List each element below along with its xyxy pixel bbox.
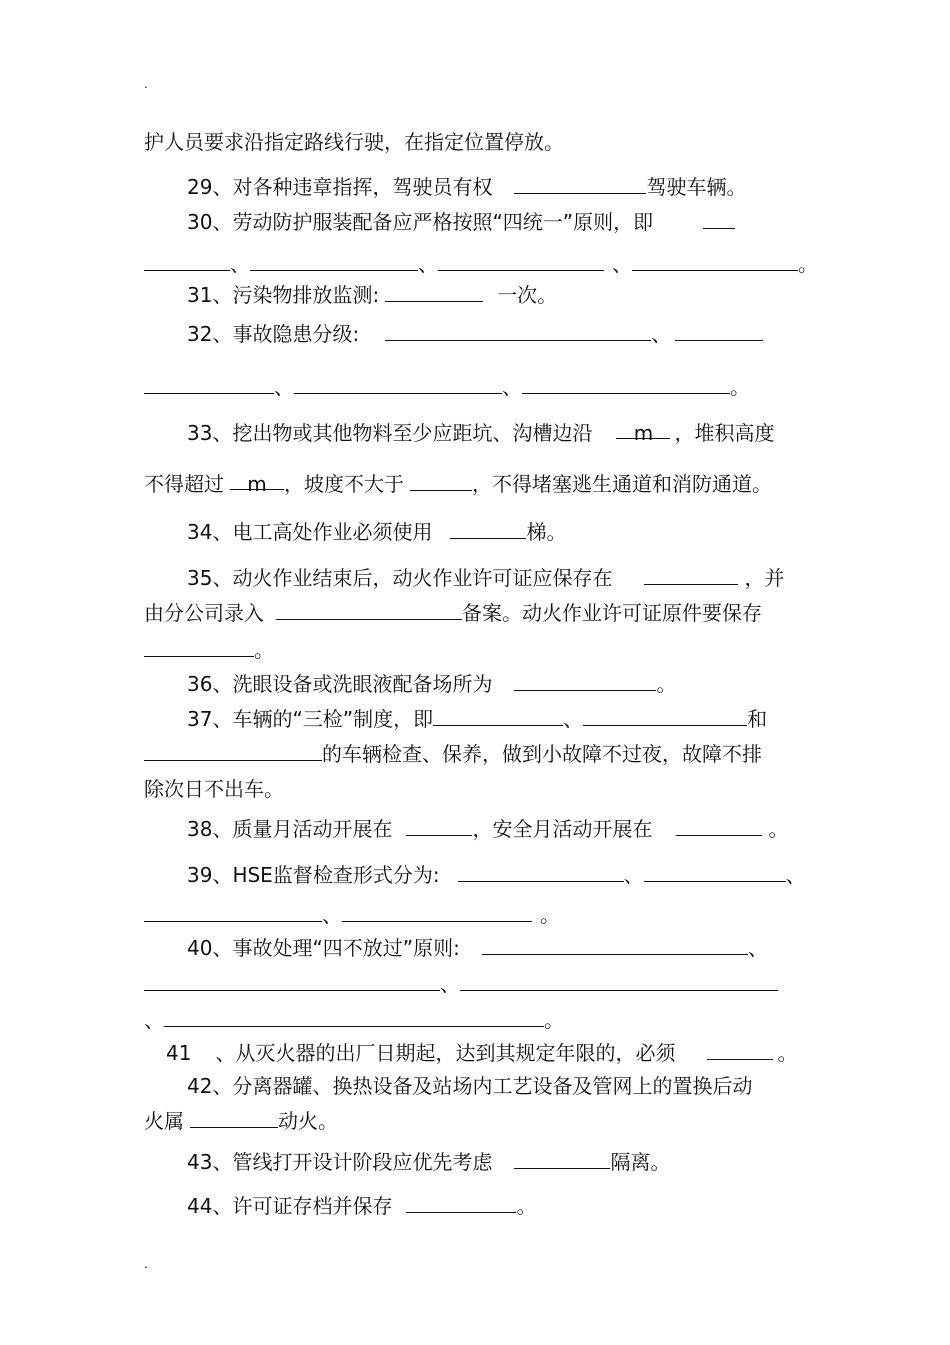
answer-blank[interactable]: m	[230, 470, 284, 490]
answer-blank[interactable]	[458, 862, 624, 882]
answer-blank[interactable]	[450, 519, 526, 539]
answer-blank[interactable]	[433, 706, 563, 726]
question-40: 40、事故处理“四不放过”原则: 、	[187, 936, 768, 960]
answer-blank[interactable]	[676, 816, 762, 836]
question-33: 33、挖出物或其他物料至少应距坑、沟槽边沿 m ，堆积高度	[187, 421, 775, 445]
answer-blank[interactable]	[410, 471, 472, 491]
answer-blank[interactable]	[406, 816, 472, 836]
question-31: 31、污染物排放监测: 一次。	[187, 283, 558, 307]
answer-blank[interactable]	[406, 1193, 516, 1213]
answer-blank[interactable]	[164, 1007, 544, 1027]
answer-blank[interactable]	[460, 971, 778, 991]
answer-blank[interactable]	[522, 374, 730, 394]
answer-blank[interactable]	[144, 374, 274, 394]
answer-blank[interactable]	[385, 321, 651, 341]
answer-blank[interactable]	[438, 251, 604, 271]
question-36: 36、洗眼设备或洗眼液配备场所为 。	[187, 672, 677, 696]
question-32: 32、事故隐患分级: 、	[187, 320, 763, 348]
answer-blank[interactable]	[190, 1108, 278, 1128]
question-41: 41 、从灭火器的出厂日期起，达到其规定年限的，必须 。	[166, 1041, 798, 1065]
answer-blank[interactable]	[583, 706, 747, 726]
answer-blank[interactable]	[707, 1040, 773, 1060]
question-38: 38、质量月活动开展在 ，安全月活动开展在 。	[187, 817, 789, 841]
answer-blank[interactable]	[144, 741, 322, 761]
question-42-continuation: 火属 动火。	[144, 1109, 338, 1133]
answer-blank[interactable]	[144, 251, 230, 271]
question-42: 42、分离器罐、换热设备及站场内工艺设备及管网上的置换后动	[187, 1074, 753, 1098]
answer-blank[interactable]	[703, 209, 735, 229]
question-40-end: 、 。	[144, 1008, 564, 1032]
answer-blank[interactable]	[482, 935, 748, 955]
question-34: 34、电工高处作业必须使用 梯。	[187, 520, 567, 544]
answer-blank[interactable]	[294, 374, 502, 394]
answer-blank[interactable]	[644, 862, 786, 882]
answer-blank[interactable]	[342, 902, 532, 922]
answer-blank[interactable]	[632, 251, 798, 271]
question-30-blanks: 、 、 、 。	[144, 250, 818, 278]
question-43: 43、管线打开设计阶段应优先考虑 隔离。	[187, 1150, 671, 1174]
question-28-continuation: 护人员要求沿指定路线行驶，在指定位置停放。	[144, 130, 564, 154]
question-35-continuation: 由分公司录入 备案。动火作业许可证原件要保存	[144, 601, 762, 625]
question-44: 44、许可证存档并保存 。	[187, 1194, 537, 1218]
answer-blank[interactable]	[514, 671, 656, 691]
question-30: 30、劳动防护服装配备应严格按照“四统一”原则，即	[187, 208, 735, 236]
answer-blank[interactable]	[144, 637, 254, 657]
question-35: 35、动火作业结束后，动火作业许可证应保存在 ，并	[187, 566, 785, 590]
question-32-blanks: 、 、 。	[144, 373, 750, 401]
page-top-marker: .	[144, 77, 148, 91]
answer-blank[interactable]	[144, 971, 440, 991]
question-33-continuation: 不得超过 m ，坡度不大于 ，不得堵塞逃生通道和消防通道。	[144, 472, 772, 496]
question-29: 29、对各种违章指挥，驾驶员有权 驾驶车辆。	[187, 175, 747, 199]
question-37-end: 除次日不出车。	[144, 777, 284, 801]
answer-blank[interactable]	[644, 565, 738, 585]
answer-blank[interactable]	[250, 251, 418, 271]
question-39: 39、HSE监督检查形式分为: 、 、	[187, 863, 806, 887]
answer-blank[interactable]	[385, 282, 483, 302]
answer-blank[interactable]	[514, 174, 646, 194]
question-35-end: 。	[144, 636, 274, 664]
question-40-blanks: 、	[144, 970, 778, 998]
answer-blank[interactable]	[675, 321, 763, 341]
question-37: 37、车辆的“三检”制度，即 、 和	[187, 707, 768, 731]
answer-blank[interactable]	[144, 902, 322, 922]
answer-blank[interactable]	[276, 600, 462, 620]
answer-blank[interactable]	[514, 1149, 610, 1169]
question-39-blanks: 、 。	[144, 901, 560, 929]
page-bottom-marker: .	[144, 1257, 148, 1271]
question-37-continuation: 的车辆检查、保养，做到小故障不过夜，故障不排	[144, 740, 762, 768]
answer-blank[interactable]: m	[616, 419, 670, 439]
